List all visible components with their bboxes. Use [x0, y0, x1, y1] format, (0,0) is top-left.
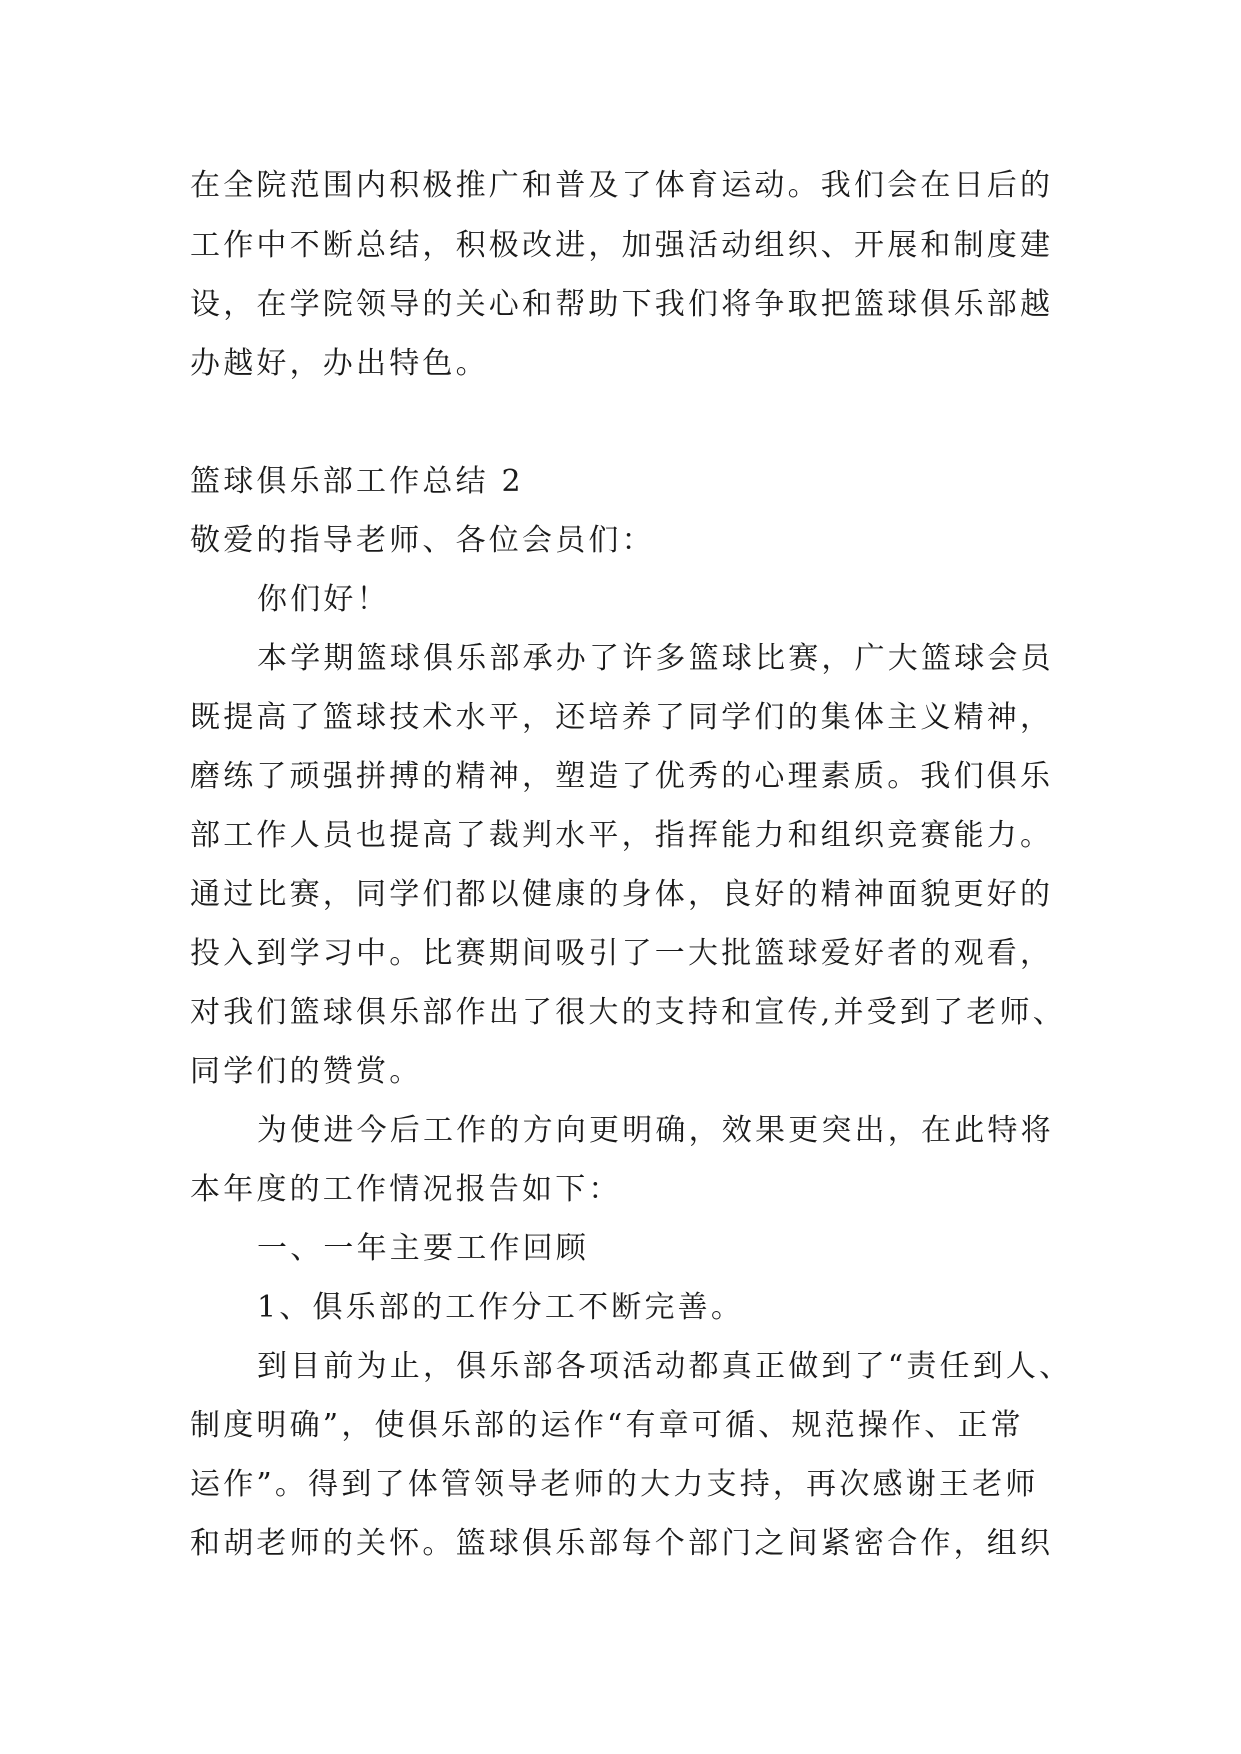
- body-text-line: 本年度的工作情况报告如下：: [190, 1172, 622, 1207]
- body-text-line: 制度明确”，使俱乐部的运作“有章可循、规范操作、正常: [190, 1408, 1024, 1443]
- subsection-heading: 一、一年主要工作回顾: [257, 1231, 589, 1266]
- body-text-line: 为使进今后工作的方向更明确，效果更突出，在此特将: [257, 1113, 1054, 1148]
- section-heading: 篮球俱乐部工作总结 2: [190, 464, 524, 499]
- body-text-line: 部工作人员也提高了裁判水平，指挥能力和组织竞赛能力。: [190, 818, 1054, 853]
- greeting: 你们好！: [257, 582, 390, 617]
- body-text-line: 同学们的赞赏。: [190, 1054, 423, 1089]
- body-text-line: 运作”。得到了体管领导老师的大力支持，再次感谢王老师: [190, 1467, 1039, 1502]
- body-text-line: 到目前为止，俱乐部各项活动都真正做到了“责任到人、: [257, 1349, 1073, 1384]
- body-text-line: 和胡老师的关怀。篮球俱乐部每个部门之间紧密合作，组织: [190, 1526, 1054, 1561]
- body-text-line: 通过比赛，同学们都以健康的身体，良好的精神面貌更好的: [190, 877, 1054, 912]
- body-text-line: 对我们篮球俱乐部作出了很大的支持和宣传,并受到了老师、: [190, 995, 1066, 1030]
- body-text-line: 办越好，办出特色。: [190, 346, 489, 381]
- body-text-line: 投入到学习中。比赛期间吸引了一大批篮球爱好者的观看，: [190, 936, 1054, 971]
- body-text-line: 设，在学院领导的关心和帮助下我们将争取把篮球俱乐部越: [190, 287, 1054, 322]
- body-text-line: 磨练了顽强拼搏的精神，塑造了优秀的心理素质。我们俱乐: [190, 759, 1054, 794]
- salutation: 敬爱的指导老师、各位会员们：: [190, 523, 655, 558]
- body-text-line: 既提高了篮球技术水平，还培养了同学们的集体主义精神，: [190, 700, 1054, 735]
- body-text-line: 本学期篮球俱乐部承办了许多篮球比赛，广大篮球会员: [257, 641, 1054, 676]
- body-text-line: 在全院范围内积极推广和普及了体育运动。我们会在日后的: [190, 168, 1054, 203]
- list-item-heading: 1、俱乐部的工作分工不断完善。: [257, 1290, 745, 1325]
- body-text-line: 工作中不断总结，积极改进，加强活动组织、开展和制度建: [190, 228, 1054, 263]
